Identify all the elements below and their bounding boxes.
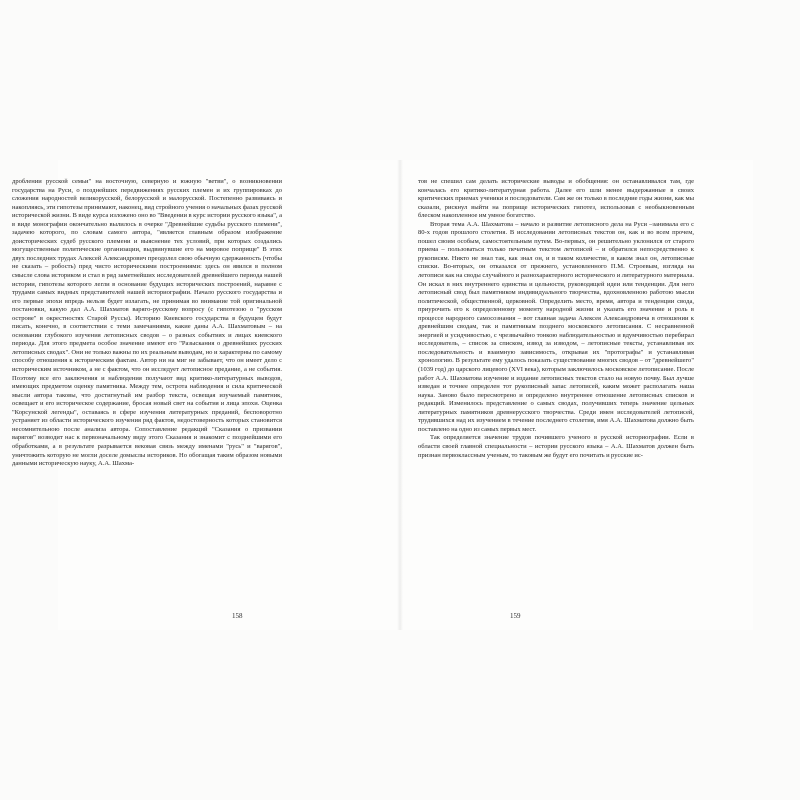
right-page-paragraph-1: тов не спешил сам делать исторические выводы и обобщения: он останавливался там, где кончалась его критико-литературная работа. Далее его шли менее выдержанные в своих критических приемах ученики и последователи. Сам же он только в последние годы жизни, как мы сказали, рискнул выйти на поприще исторических гипотез, использовав с необыкновенным блеском накопленное им умное богатство. — [418, 178, 694, 220]
right-page-number: 159 — [510, 612, 521, 620]
left-page-text — [12, 178, 282, 596]
left-page-number: 158 — [232, 612, 243, 620]
left-page-paragraph: дроблении русской семьи" на восточную, северную и южную "ветви", о возникновении государства на Руси, о позднейших передвижениях русских племен и их группировках до сложения народностей великорусской, белорусской и малорусской. Постепенно развиваясь и накопляясь, эти гипотезы принимают, наконец, вид стройного учения о начальных фазах русской исторической жизни. В виде курса изложено оно во "Введении в курс истории русского языка", а в виде монографии окончательно вылилось в очерке "Древнейшие судьбы русского племени", задачею которого, по словам самого автора, "является главным образом изображение доисторических судеб русского племени и выяснение тех условий, при которых создались могущественные политические организации, выдвинувшие его на мировое поприще" В этих двух последних трудах Алексей Александрович преодолел свою обычную сдержанность (чтобы не сказать – робость) пред чисто историческими построениями: здесь он явился в полном смысле слова историком и стал в ряд заметнейших исследователей древнейшего периода нашей истории, гипотезы которого легли в основание будущих исторических построений, наравне с трудами самых видных представителей нашей историографии. Начало русского государства и его первые эпохи впредь нельзя будет излагать, не принимая во внимание той оригинальной постановки, какую дал А.А. Шахматов варяго-русскому вопросу (с гипотезою о "русском острове" в окрестностях Старой Руссы). Историю Киевского государства в будущем будут писать, конечно, в соответствии с теми замечаниями, какие даны А.А. Шахматовым – на основании глубокого изучения летописных сводов – о разных событиях и лицах киевского периода. Для этого предмета особое значение имеют его "Разыскания о древнейших русских летописных сводах". Они не только важны по их реальным выводам, но и характерны по самому способу отношения к историческим фактам. Автор ни на миг не забывает, что он имеет дело с историческим источником, а не с фактом, что он исследует летописное предание, а не события. Поэтому все его заключения и наблюдения получают вид критико-литературных выводов, имеющих предметом оценку памятника. Между тем, острота наблюдения и сила критической мысли автора таковы, что достигнутый им разбор текста, освещая изучаемый памятник, освещает и его историческое содержание, бросая новый свет на события и лица эпохи. Оценка "Корсунской легенды", оставаясь в сфере изучения литературных преданий, бесповоротно устраняет из области исторического изучения ряд фактов, недостоверность которых становится несомнительною после анализа автора. Сопоставление редакций "Сказания о призвании варягов" возводит нас к первоначальному виду этого Сказания и знакомит с позднейшими его обработками, а в результате разрывается вековая связь между именами "русь" и "варягов", уничтожить которую не могли доселе домыслы историков. Но обогащая таким образом новыми данными историческую науку, А.А. Шахма- — [12, 178, 282, 468]
right-page-text — [418, 178, 694, 596]
book-gutter — [397, 160, 403, 630]
right-page-paragraph-2: Вторая тема А.А. Шахматова – начало и развитие летописного дела на Руси –занимала его с 80-х годов прошлого столетия. В исследовании летописных текстов он, как и во всем прочем, пошел своим особым, самостоятельным путем. Во-первых, он решительно уклонился от старого приема – пользоваться только печатным текстом летописей – и обратился непосредственно к рукописям. Никто не знал так, как знал он, и в таком количестве, в каком знал он, летописные списки. Во-вторых, он отказался от прежнего, установленного П.М. Строевым, взгляда на летописи как на своды случайного и разнохарактерного исторического и литературного материала. Он искал в них внутреннего единства и цельности, руководящей идеи или тенденции. Для него летописный свод был памятником индивидуального творчества, вдохновленною работою мысли политической, общественной, церковной. Определить место, время, автора и тенденции свода, приурочить его к определенному моменту народной жизни и указать его значение и роль в процессе народного самосознания – вот главная задача Алексея Александровича в отношении к древнейшим сводам, так и памятникам позднего московского летописания. С несравненной энергией и усидчивостью, с чрезвычайно тонкою наблюдательностью и вдумчивостью перебирал исследователь, – список за списком, извод за изводом, – летописные тексты, устанавливая их последовательность и взаимную зависимость, открывая их "протографы" и устанавливая хронологию. В результате ему удалось показать существование многих сводов – от "древнейшего" (1039 год) до царского лицевого (XVI века), которым заключилось московское летописание. После работ А.А. Шахматова изучение и издание летописных текстов стало на новую почву. Был лучше изведан и точнее определен тот рукописный запас летописей, каким может располагать наша наука. Заново было пересмотрено и определено внутреннее отношение летописных списков и редакций. Изменилось представление о самых сводах, получивших теперь значение цельных литературных памятников древнерусского творчества. Среди имен исследователей летописей, трудившихся над их изучением в течение последнего столетия, имя А.А. Шахматова должно быть поставлено на одно из самых первых мест. — [418, 220, 694, 433]
right-page-paragraph-3: Так определяется значение трудов почившего ученого в русской историографии. Если в области своей главной специальности – истории русского языка – А.А. Шахматов должен быть признан первоклассным ученым, то таковым же будут его почитать и русские ис- — [418, 434, 694, 459]
